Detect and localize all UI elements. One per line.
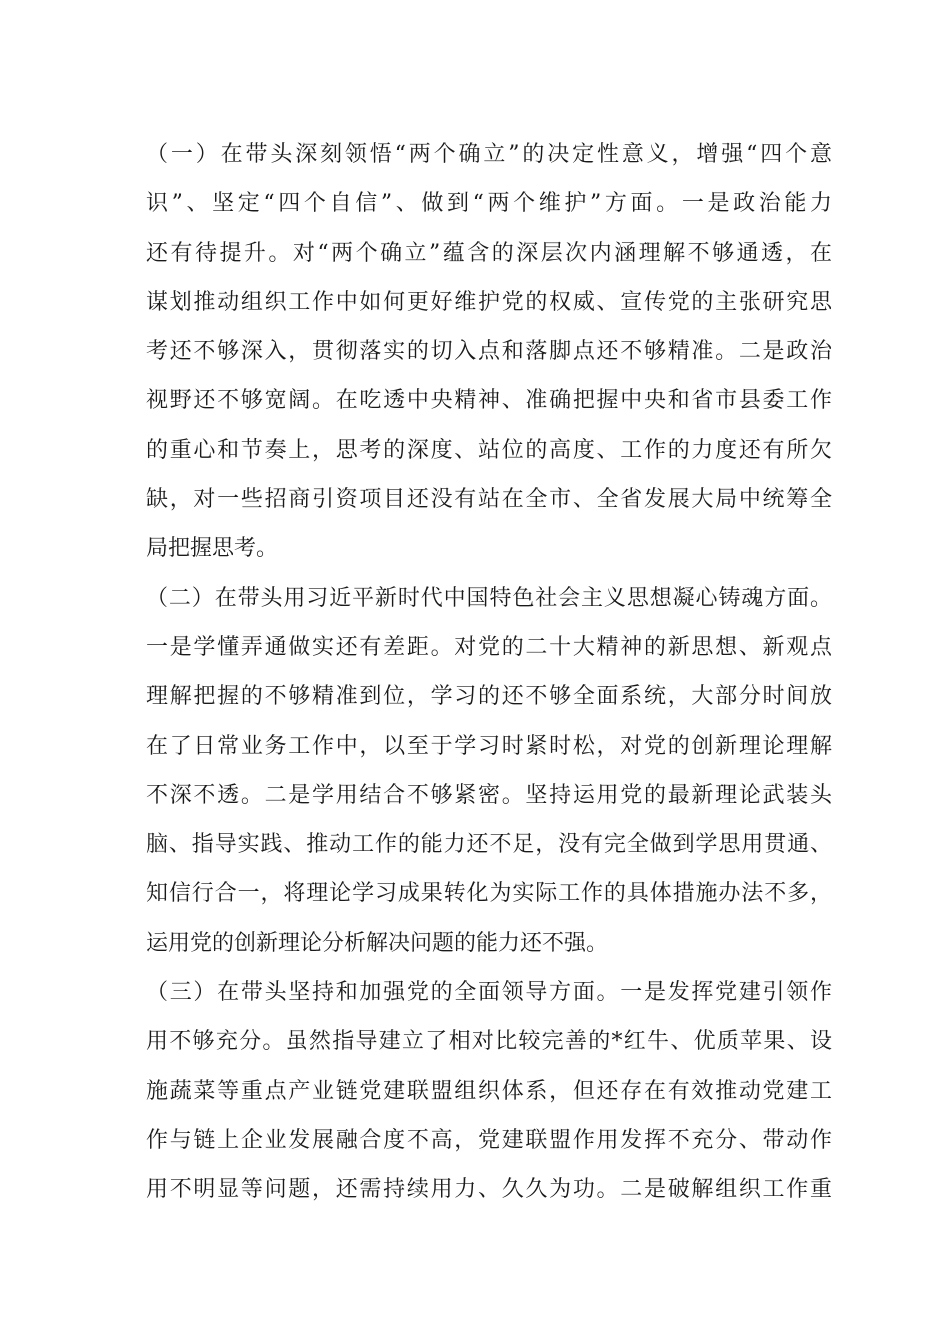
text-line-18: （三）在带头坚持和加强党的全面领导方面。一是发挥党建引领作 [146,980,832,1006]
text-line-8: 缺，对一些招商引资项目还没有站在全市、全省发展大局中统筹全 [146,487,832,513]
body-text [146,130,832,1215]
text-line-17: 运用党的创新理论分析解决问题的能力还不强。 [146,930,609,956]
text-line-15: 脑、指导实践、推动工作的能力还不足，没有完全做到学思用贯通、 [146,832,832,858]
text-line-12: 理解把握的不够精准到位，学习的还不够全面系统，大部分时间放 [146,684,832,710]
text-line-10: （二）在带头用习近平新时代中国特色社会主义思想凝心铸魂方面。 [146,585,832,611]
text-line-16: 知信行合一，将理论学习成果转化为实际工作的具体措施办法不多， [146,881,832,907]
text-line-4: 谋划推动组织工作中如何更好维护党的权威、宣传党的主张研究思 [146,289,832,315]
text-line-20: 施蔬菜等重点产业链党建联盟组织体系，但还存在有效推动党建工 [146,1078,832,1104]
text-line-7: 的重心和节奏上，思考的深度、站位的高度、工作的力度还有所欠 [146,437,832,463]
text-line-2: 识”、坚定“四个自信”、做到“两个维护”方面。一是政治能力 [146,191,832,217]
text-line-13: 在了日常业务工作中，以至于学习时紧时松，对党的创新理论理解 [146,733,832,759]
text-line-22: 用不明显等问题，还需持续用力、久久为功。二是破解组织工作重 [146,1177,832,1203]
text-line-5: 考还不够深入，贯彻落实的切入点和落脚点还不够精准。二是政治 [146,339,832,365]
text-line-6: 视野还不够宽阔。在吃透中央精神、准确把握中央和省市县委工作 [146,388,832,414]
text-line-9: 局把握思考。 [146,536,279,562]
text-line-11: 一是学懂弄通做实还有差距。对党的二十大精神的新思想、新观点 [146,634,832,660]
text-line-3: 还有待提升。对“两个确立”蕴含的深层次内涵理解不够通透，在 [146,240,832,266]
text-line-1: （一）在带头深刻领悟“两个确立”的决定性意义，增强“四个意 [146,142,832,167]
text-line-19: 用不够充分。虽然指导建立了相对比较完善的*红牛、优质苹果、设 [146,1029,832,1055]
text-line-14: 不深不透。二是学用结合不够紧密。坚持运用党的最新理论武装头 [146,782,832,808]
text-line-21: 作与链上企业发展融合度不高，党建联盟作用发挥不充分、带动作 [146,1127,832,1153]
